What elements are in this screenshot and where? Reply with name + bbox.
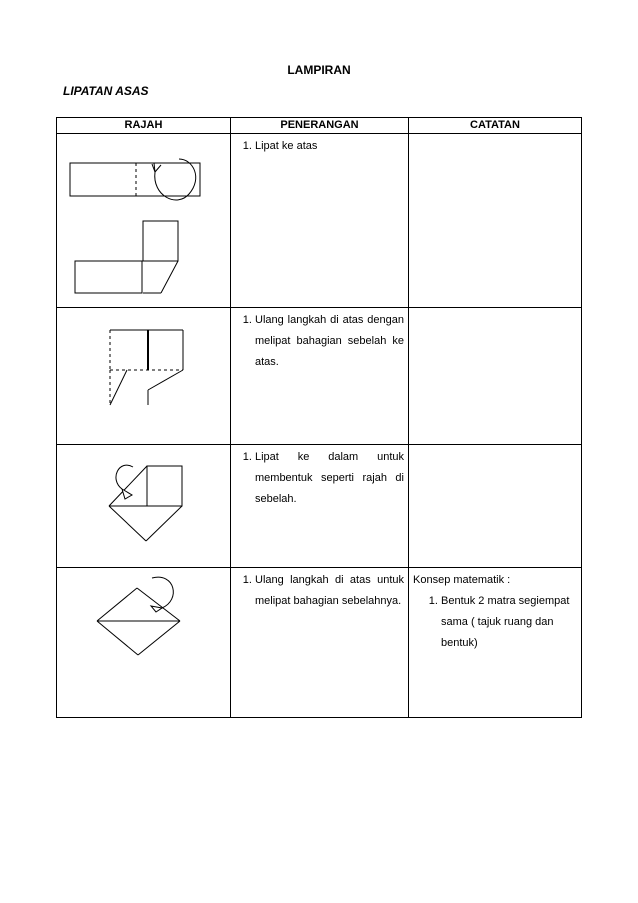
diagram-cell: [57, 568, 231, 718]
page-title: LAMPIRAN: [287, 63, 351, 77]
header-penerangan: PENERANGAN: [231, 118, 409, 134]
explanation-cell: [231, 568, 409, 718]
fold-inside-diagram: [57, 445, 231, 567]
explanation-cell: [231, 134, 409, 308]
explanation-cell: [231, 308, 409, 445]
explanation-text: 1. Ulang langkah di atas dengan melipat bahagian sebelah ke atas.: [255, 310, 404, 373]
diagram-cell: [57, 134, 231, 308]
notes-cell: [409, 308, 582, 445]
section-subtitle: LIPATAN ASAS: [63, 84, 149, 98]
explanation-cell: [231, 445, 409, 568]
notes-cell: [409, 445, 582, 568]
notes-cell: [409, 134, 582, 308]
table-row: [57, 134, 582, 308]
diagram-cell: [57, 308, 231, 445]
table-row: [57, 308, 582, 445]
header-rajah: RAJAH: [57, 118, 231, 134]
folding-table: [56, 117, 582, 718]
fold-other-side-diagram: [57, 568, 231, 717]
notes-title: Konsep matematik :: [413, 574, 511, 586]
notes-cell: [409, 568, 582, 718]
fold-up-diagram: [57, 134, 231, 307]
table-row: [57, 445, 582, 568]
table-header-row: [57, 118, 582, 134]
diagram-cell: [57, 445, 231, 568]
table-row: [57, 568, 582, 718]
explanation-text: 1. Ulang langkah di atas untuk melipat bahagian sebelahnya.: [255, 570, 404, 612]
explanation-text: 1. Lipat ke dalam untuk membentuk seperti rajah di sebelah.: [255, 447, 404, 510]
notes-item: 1. Bentuk 2 matra segiempat sama ( tajuk ruang dan bentuk): [441, 591, 577, 654]
explanation-text: 1. Lipat ke atas: [255, 136, 404, 157]
fold-side-up-diagram: [57, 308, 231, 444]
header-catatan: CATATAN: [409, 118, 582, 134]
